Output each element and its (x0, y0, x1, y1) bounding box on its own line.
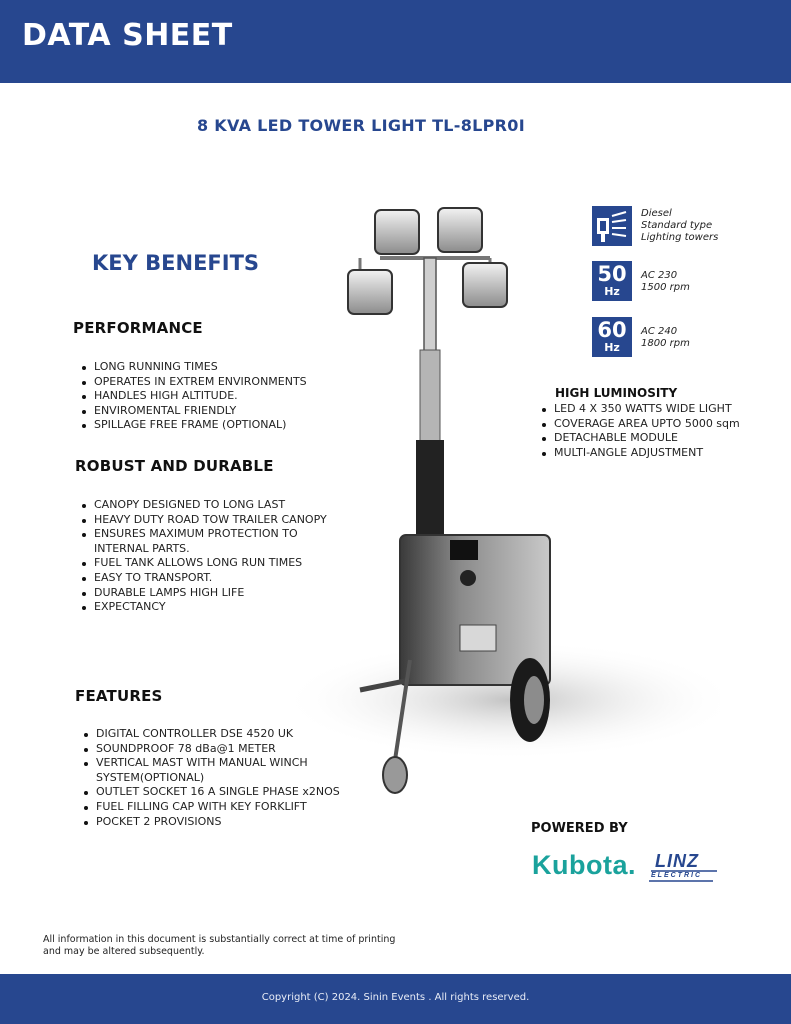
list-item: OUTLET SOCKET 16 A SINGLE PHASE x2NOS (82, 785, 372, 800)
linz-electric-logo (647, 851, 719, 883)
list-item: SOUNDPROOF 78 dBa@1 METER (82, 742, 372, 757)
spec-line: AC 240 (641, 326, 678, 337)
list-item: SPILLAGE FREE FRAME (OPTIONAL) (80, 418, 360, 433)
list-item: COVERAGE AREA UPTO 5000 sqm (540, 417, 780, 432)
list-item: MULTI-ANGLE ADJUSTMENT (540, 446, 780, 461)
list-item: HEAVY DUTY ROAD TOW TRAILER CANOPY (80, 513, 340, 528)
key-benefits-heading: KEY BENEFITS (92, 251, 260, 275)
list-item: EASY TO TRANSPORT. (80, 571, 340, 586)
linz-logo-subtext: ELECTRIC (651, 872, 702, 879)
list-item: LONG RUNNING TIMES (80, 360, 360, 375)
spec-line: Standard type (641, 220, 713, 231)
list-item: CANOPY DESIGNED TO LONG LAST (80, 498, 340, 513)
list-item: ENSURES MAXIMUM PROTECTION TO INTERNAL PARTS. (80, 527, 340, 556)
hz-unit: Hz (604, 341, 620, 354)
header-banner (0, 0, 791, 83)
list-item: FUEL TANK ALLOWS LONG RUN TIMES (80, 556, 340, 571)
60hz-icon (592, 317, 632, 357)
powered-by-heading: POWERED BY (531, 821, 628, 836)
list-item: DIGITAL CONTROLLER DSE 4520 UK (82, 727, 372, 742)
high-luminosity-heading: HIGH LUMINOSITY (555, 386, 678, 400)
kubota-logo: Kubota. (532, 850, 636, 880)
spec-line: Lighting towers (641, 232, 719, 243)
list-item: OPERATES IN EXTREM ENVIRONMENTS (80, 375, 360, 390)
list-item: EXPECTANCY (80, 600, 340, 615)
robust-durable-heading: ROBUST AND DURABLE (75, 457, 274, 475)
list-item: HANDLES HIGH ALTITUDE. (80, 389, 360, 404)
luminosity-list (540, 402, 780, 460)
spec-line: AC 230 (641, 270, 678, 281)
hz-number: 60 (597, 318, 627, 342)
spec-line: Diesel (641, 208, 672, 219)
footer-banner (0, 974, 791, 1024)
linz-logo-text: LINZ (655, 851, 699, 871)
spec-line: 1800 rpm (641, 338, 690, 349)
list-item: VERTICAL MAST WITH MANUAL WINCH SYSTEM(OPTIONAL) (82, 756, 372, 785)
list-item: LED 4 X 350 WATTS WIDE LIGHT (540, 402, 780, 417)
list-item: POCKET 2 PROVISIONS (82, 815, 372, 830)
60hz-spec-text (641, 326, 690, 350)
list-item: ENVIROMENTAL FRIENDLY (80, 404, 360, 419)
diesel-spec-text (641, 208, 718, 244)
hz-number: 50 (597, 262, 627, 286)
50hz-spec-text (641, 270, 690, 294)
page-title: DATA SHEET (22, 18, 233, 53)
copyright-text: Copyright (C) 2024. Sinin Events . All rights reserved. (261, 992, 530, 1003)
features-heading: FEATURES (75, 687, 163, 705)
disclaimer-text: All information in this document is substantially correct at time of printing and may be altered subsequently. (43, 934, 396, 957)
list-item: FUEL FILLING CAP WITH KEY FORKLIFT (82, 800, 372, 815)
product-title: 8 KVA LED TOWER LIGHT TL-8LPR0I (197, 116, 525, 135)
list-item: DURABLE LAMPS HIGH LIFE (80, 586, 340, 601)
performance-heading: PERFORMANCE (73, 319, 203, 337)
lighting-tower-icon (592, 206, 632, 246)
50hz-icon (592, 261, 632, 301)
hz-unit: Hz (604, 285, 620, 298)
list-item: DETACHABLE MODULE (540, 431, 780, 446)
spec-line: 1500 rpm (641, 282, 690, 293)
